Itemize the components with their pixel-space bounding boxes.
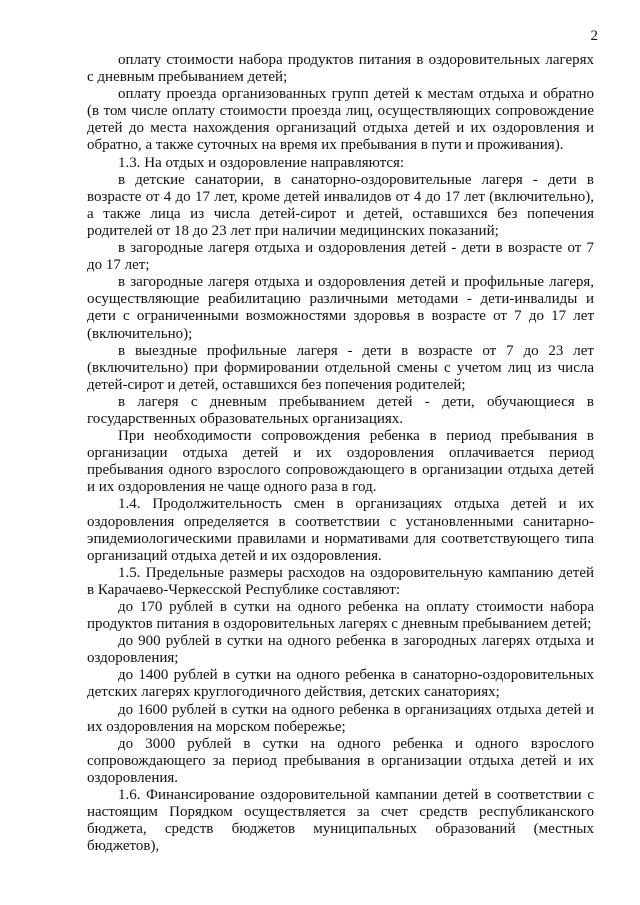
paragraph: оплату стоимости набора продуктов питания в оздоровительных лагерях с дневным пребыванием детей; bbox=[87, 52, 594, 86]
document-body bbox=[87, 52, 594, 855]
paragraph: При необходимости сопровождения ребенка в период пребывания в организации отдыха детей и их оздоровления оплачивается период пребывания одного взрослого сопровождающего в организации отдыха детей и их оздоровления не чаще одного раза в год. bbox=[87, 428, 594, 496]
paragraph: до 900 рублей в сутки на одного ребенка в загородных лагерях отдыха и оздоровления; bbox=[87, 633, 594, 667]
paragraph: в загородные лагеря отдыха и оздоровления детей и профильные лагеря, осуществляющие реабилитацию различными методами - дети-инвалиды и дети с ограниченными возможностями здоровья в возрасте от 7 до 17 лет (включительно); bbox=[87, 274, 594, 342]
paragraph: 1.6. Финансирование оздоровительной кампании детей в соответствии с настоящим Порядком осуществляется за счет средств республиканского бюджета, средств бюджетов муниципальных образований (местных бюджетов), bbox=[87, 787, 594, 855]
paragraph: до 1600 рублей в сутки на одного ребенка в организациях отдыха детей и их оздоровления на морском побережье; bbox=[87, 701, 594, 735]
paragraph: оплату проезда организованных групп детей к местам отдыха и обратно (в том числе оплату стоимости проезда лиц, осуществляющих сопровождение детей до места нахождения организаций отдыха детей и их оздоровления и обратно, а также суточных на время их пребывания в пути и проживания). bbox=[87, 86, 594, 154]
paragraph: 1.3. На отдых и оздоровление направляются: bbox=[118, 154, 405, 171]
page-number: 2 bbox=[590, 28, 598, 44]
paragraph: 1.5. Предельные размеры расходов на оздоровительную кампанию детей в Карачаево-Черкесской Республике составляют: bbox=[87, 564, 594, 598]
paragraph: до 170 рублей в сутки на одного ребенка на оплату стоимости набора продуктов питания в оздоровительных лагерях с дневным пребыванием детей; bbox=[87, 599, 594, 633]
paragraph: в лагеря с дневным пребыванием детей - дети, обучающиеся в государственных образовательных организациях. bbox=[87, 393, 594, 427]
paragraph: в детские санатории, в санаторно-оздоровительные лагеря - дети в возрасте от 4 до 17 лет, кроме детей инвалидов от 4 до 17 лет (включительно), а также лица из числа детей-сирот и детей, оставшихся без попечения родителей от 18 до 23 лет при наличии медицинских показаний; bbox=[87, 171, 594, 239]
paragraph: до 3000 рублей в сутки на одного ребенка и одного взрослого сопровождающего за период пребывания в организации отдыха детей и их оздоровления. bbox=[87, 735, 594, 786]
paragraph: до 1400 рублей в сутки на одного ребенка в санаторно-оздоровительных детских лагерях круглогодичного действия, детских санаториях; bbox=[87, 667, 594, 701]
paragraph: 1.4. Продолжительность смен в организациях отдыха детей и их оздоровления определяется в соответствии с установленными санитарно-эпидемиологическими правилами и нормативами для соответствующего типа организаций отдыха детей и их оздоровления. bbox=[87, 496, 594, 564]
paragraph: в загородные лагеря отдыха и оздоровления детей - дети в возрасте от 7 до 17 лет; bbox=[87, 240, 594, 274]
paragraph: в выездные профильные лагеря - дети в возрасте от 7 до 23 лет (включительно) при формировании отдельной смены с учетом лиц из числа детей-сирот и детей, оставшихся без попечения родителей; bbox=[87, 342, 594, 393]
